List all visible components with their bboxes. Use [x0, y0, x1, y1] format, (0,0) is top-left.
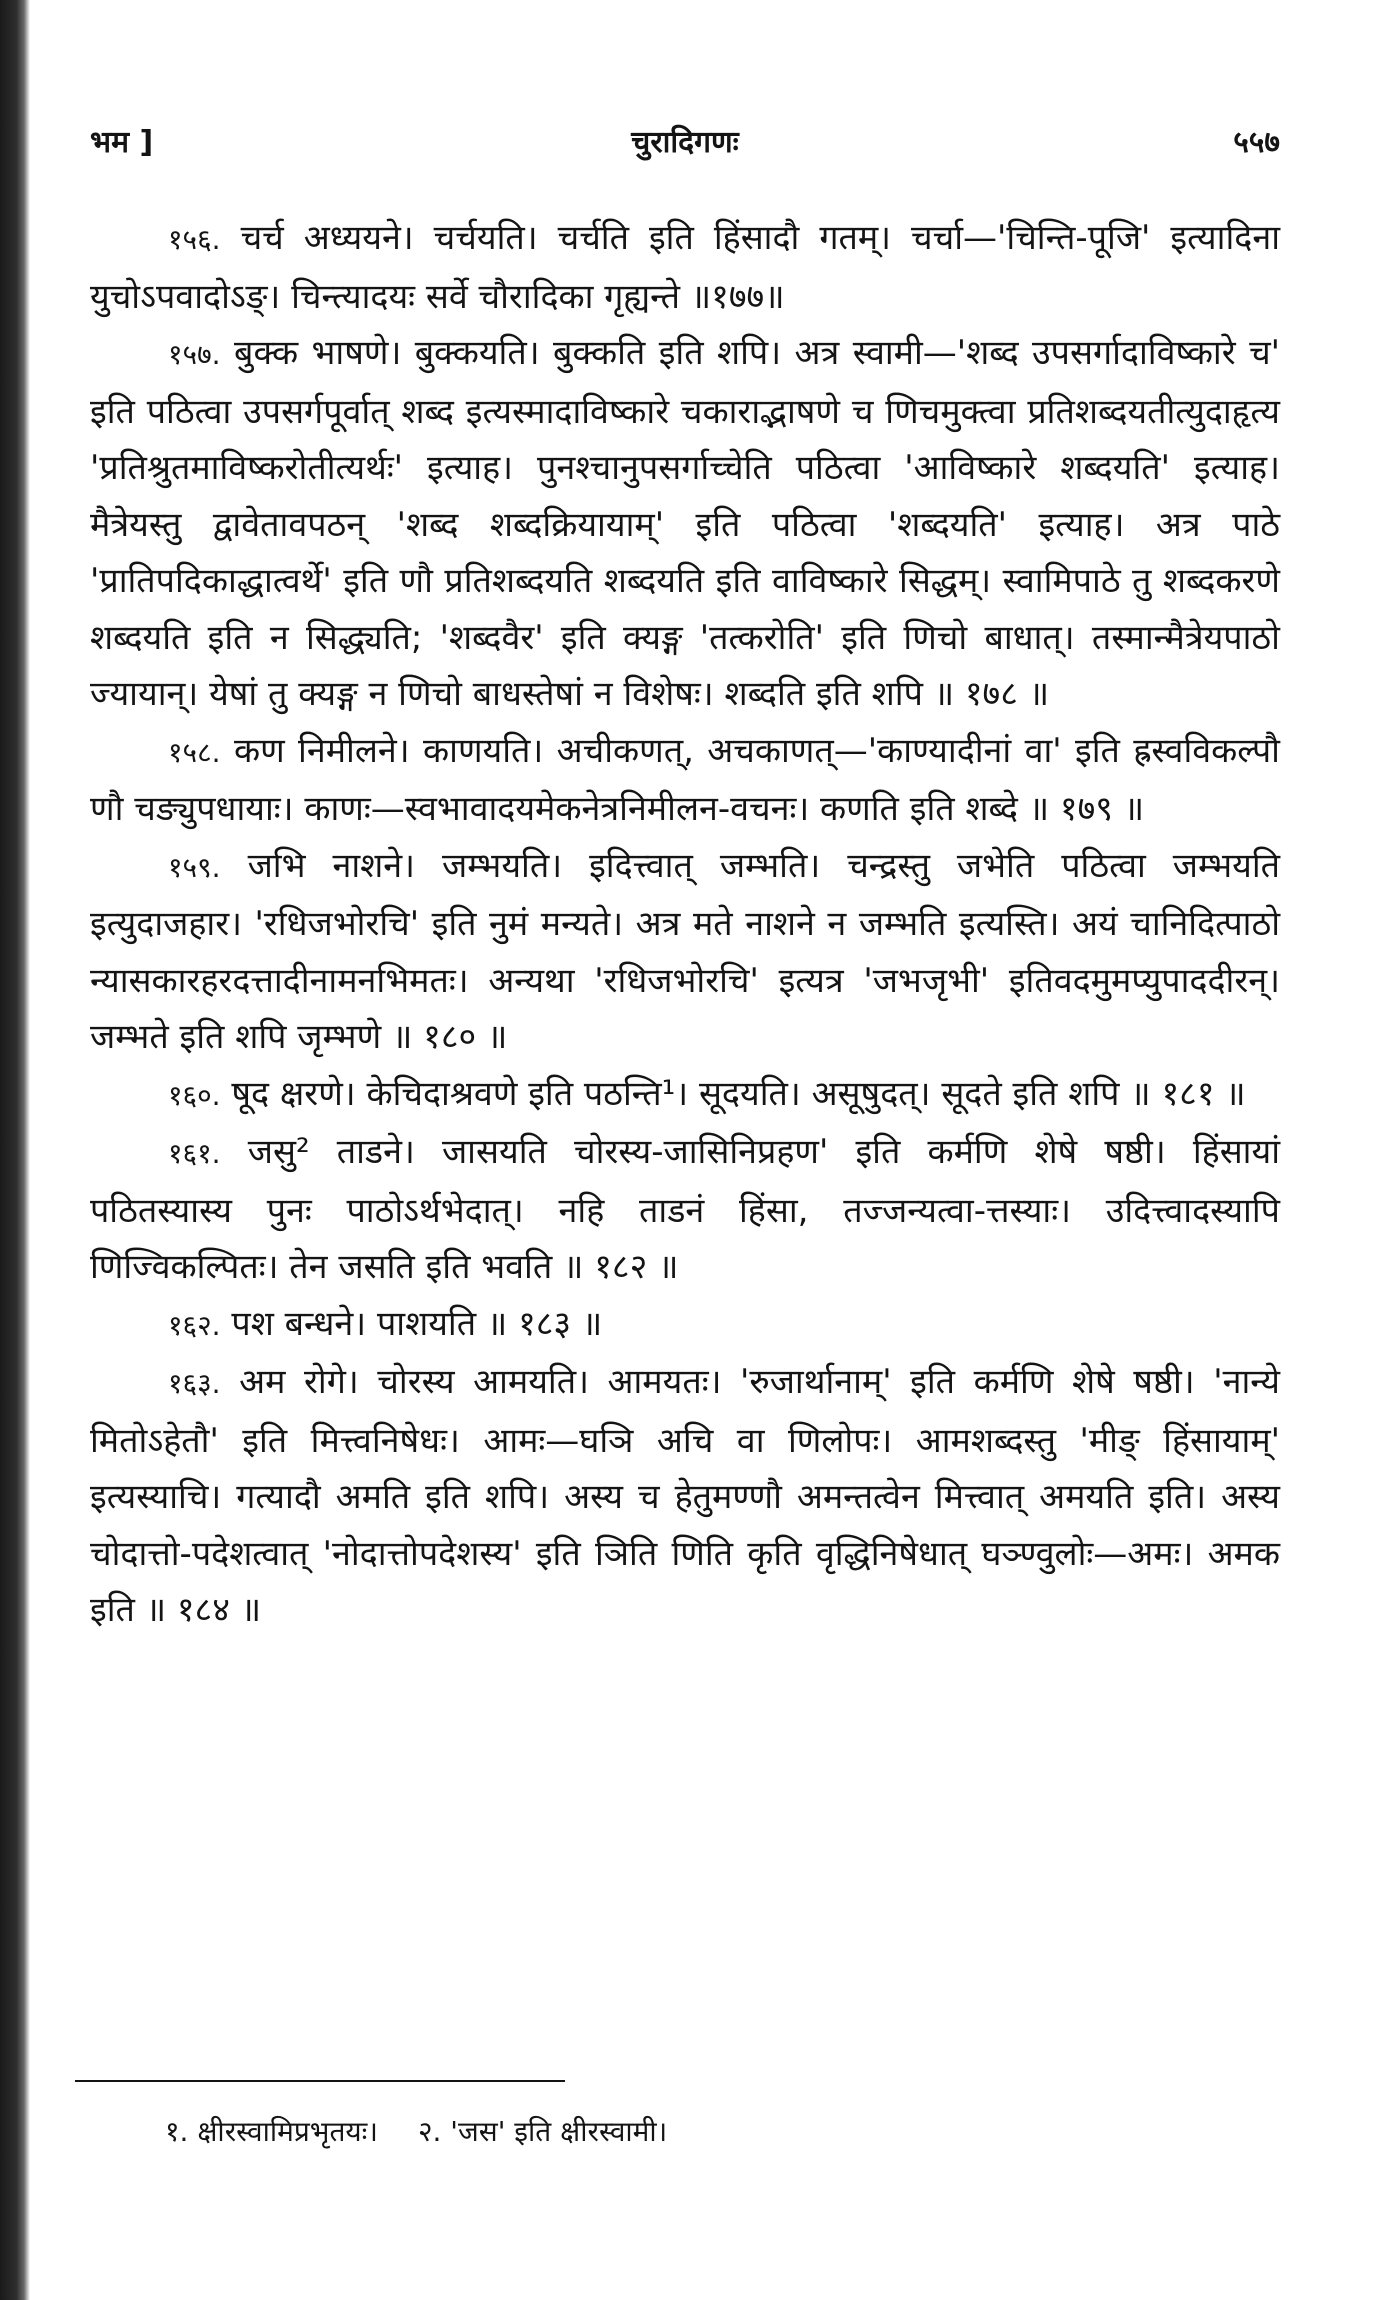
entry-number: १५८.: [168, 735, 221, 769]
entry-157: [90, 325, 1280, 723]
entry-156: [90, 210, 1280, 325]
entry-number: १६०.: [168, 1078, 221, 1112]
entry-number: १५७.: [168, 338, 221, 371]
header-left-ref: भम ]: [90, 125, 154, 160]
footnotes: [165, 2112, 667, 2152]
entry-text: जसु² ताडने। जासयति चोरस्य-जासिनिप्रहण' इति कर्मणि शेषे षष्ठी। हिंसायां पठितस्यास्य पुनः पाठोऽर्थभेदात्। नहि ताडनं हिंसा, तज्जन्यत्वा-त्तस्याः। उदित्त्वादस्यापि णिज्विकल्पितः। तेन जसति इति भवति ॥ १८२ ॥: [90, 1132, 1281, 1287]
entry-text: बुक्क भाषणे। बुक्कयति। बुक्कति इति शपि। अत्र स्वामी—'शब्द उपसर्गादाविष्कारे च' इति पठित्वा उपसर्गपूर्वात् शब्द इत्यस्मादाविष्कारे चकाराद्भाषणे च णिचमुक्त्वा प्रतिशब्दयतीत्युदाहृत्य 'प्रतिश्रुतमाविष्करोतीत्यर्थः' इत्याह। पुनश्चानुपसर्गाच्चेति पठित्वा 'आविष्कारे शब्दयति' इत्याह। मैत्रेयस्तु द्वावेतावपठन् 'शब्द शब्दक्रियायाम्' इति पठित्वा 'शब्दयति' इत्याह। अत्र पाठे 'प्रातिपदिकाद्धात्वर्थे' इति णौ प्रतिशब्दयति शब्दयति इति वाविष्कारे सिद्धम्। स्वामिपाठे तु शब्दकरणे शब्दयति इति न सिद्ध्यति; 'शब्दवैर' इति क्यङ्ग 'तत्करोति' इति णिचो बाधात्। तस्मान्मैत्रेयपाठो ज्यायान्। येषां तु क्यङ्ग न णिचो बाधस्तेषां न विशेषः। शब्दति इति शपि ॥ १७८ ॥: [90, 333, 1281, 714]
entry-number: १५९.: [168, 850, 221, 884]
entry-160: [90, 1066, 1280, 1125]
entry-number: १५६.: [168, 223, 221, 256]
entry-number: १६१.: [168, 1137, 221, 1170]
entry-text: चर्च अध्ययने। चर्चयति। चर्चति इति हिंसादौ गतम्। चर्चा—'चिन्ति-पूजि' इत्यादिना युचोऽपवादोऽङ्। चिन्त्यादयः सर्वे चौरादिका गृह्यन्ते ॥१७७॥: [90, 218, 1280, 317]
entry-text: पश बन्धने। पाशयति ॥ १८३ ॥: [231, 1303, 603, 1344]
footnote-divider: [75, 2080, 565, 2082]
page-number: ५५७: [1233, 125, 1280, 160]
footnote-1: १. क्षीरस्वामिप्रभृतयः।: [165, 2115, 378, 2148]
entry-163: [90, 1354, 1280, 1639]
page-content: [90, 110, 1280, 1639]
entry-text: अम रोगे। चोरस्य आमयति। आमयतः। 'रुजार्थानाम्' इति कर्मणि शेषे षष्ठी। 'नान्ये मितोऽहेतौ' इति मित्त्वनिषेधः। आमः—घञि अचि वा णिलोपः। आमशब्दस्तु 'मीङ् हिंसायाम्' इत्यस्याचि। गत्यादौ अमति इति शपि। अस्य च हेतुमण्णौ अमन्तत्वेन मित्त्वात् अमयति इति। अस्य चोदात्तो-पदेशत्वात् 'नोदात्तोपदेशस्य' इति ञिति णिति कृति वृद्धिनिषेधात् घञ्ण्वुलोः—अमः। अमक इति ॥ १८४ ॥: [90, 1362, 1281, 1630]
entry-number: १६३.: [168, 1367, 221, 1400]
entry-text: जभि नाशने। जम्भयति। इदित्त्वात् जम्भति। चन्द्रस्तु जभेति पठित्वा जम्भयति इत्युदाजहार। 'रधिजभोरचि' इति नुमं मन्यते। अत्र मते नाशने न जम्भति इत्यस्ति। अयं चानिदित्पाठो न्यासकारहरदत्तादीनामनभिमतः। अन्यथा 'रधिजभोरचि' इत्यत्र 'जभजृभी' इतिवदमुमप्युपाददीरन्। जम्भते इति शपि जृम्भणे ॥ १८० ॥: [90, 845, 1281, 1057]
entry-159: [90, 838, 1280, 1066]
footnote-2: २. 'जस' इति क्षीरस्वामी।: [417, 2115, 668, 2148]
book-spine-edge: [0, 0, 30, 2300]
running-header: [90, 110, 1280, 170]
entry-text: षूद क्षरणे। केचिदाश्रवणे इति पठन्ति¹। सूदयति। असूषुदत्। सूदते इति शपि ॥ १८१ ॥: [231, 1073, 1246, 1114]
commentary-body: [90, 210, 1280, 1639]
entry-text: कण निमीलने। काणयति। अचीकणत्, अचकाणत्—'काण्यादीनां वा' इति ह्रस्वविकल्पौ णौ चङ्युपधायाः। काणः—स्वभावादयमेकनेत्रनिमीलन-वचनः। कणति इति शब्दे ॥ १७९ ॥: [90, 730, 1280, 829]
entry-number: १६२.: [168, 1308, 221, 1342]
header-section-title: चुरादिगणः: [631, 125, 739, 160]
entry-161: [90, 1124, 1280, 1296]
entry-158: [90, 723, 1280, 838]
entry-162: [90, 1296, 1280, 1355]
